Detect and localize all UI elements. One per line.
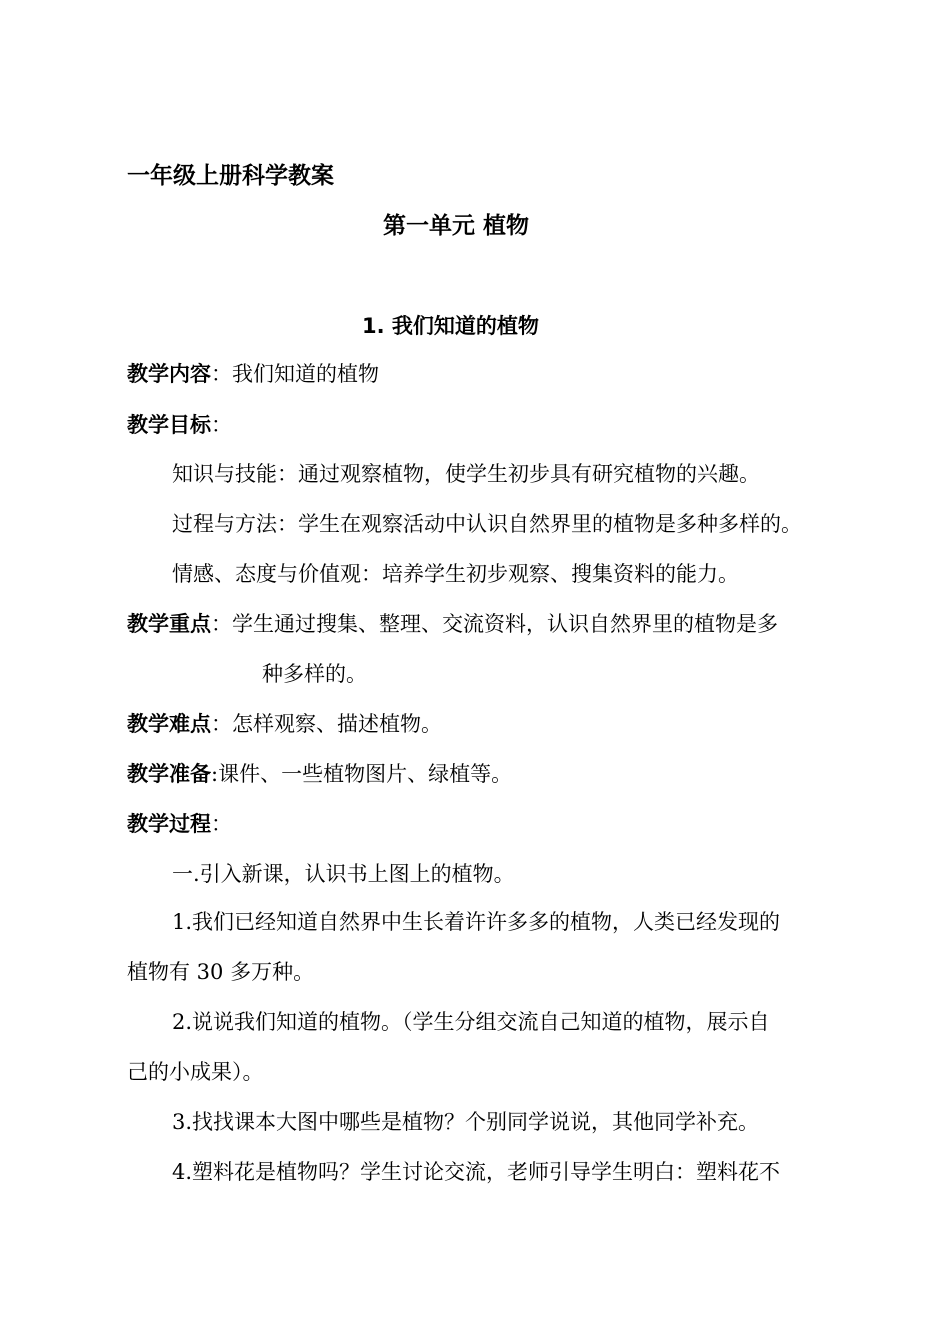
unit-title: 第一单元 植物 (383, 213, 530, 239)
process-colon: ： (211, 812, 232, 836)
teaching-objectives-row (127, 410, 232, 440)
objective-knowledge: 知识与技能：通过观察植物，使学生初步具有研究植物的兴趣。 (172, 462, 760, 486)
teaching-objectives-colon: ： (211, 413, 232, 437)
process-line: 4.塑料花是植物吗？学生讨论交流，老师引导学生明白：塑料花不 (172, 1160, 781, 1184)
key-points-row (127, 609, 778, 639)
process-label: 教学过程 (127, 812, 211, 836)
lesson-title: 1. 我们知道的植物 (362, 314, 539, 338)
preparation-row (127, 759, 512, 789)
key-points-label: 教学重点 (127, 612, 211, 636)
teaching-content-row (127, 359, 379, 389)
difficulties-row (127, 709, 442, 739)
objective-attitude: 情感、态度与价值观：培养学生初步观察、搜集资料的能力。 (172, 562, 739, 586)
preparation-label: 教学准备 (127, 762, 211, 786)
teaching-content-value: ：我们知道的植物 (211, 362, 379, 386)
process-line: 一.引入新课，认识书上图上的植物。 (172, 862, 515, 886)
process-line: 1.我们已经知道自然界中生长着许许多多的植物，人类已经发现的 (172, 910, 781, 934)
teaching-objectives-label: 教学目标 (127, 413, 211, 437)
process-line: 3.找找课本大图中哪些是植物？个别同学说说，其他同学补充。 (172, 1110, 760, 1134)
key-points-value: ：学生通过搜集、整理、交流资料，认识自然界里的植物是多 (211, 612, 778, 636)
key-points-continuation: 种多样的。 (262, 662, 367, 686)
difficulties-value: ：怎样观察、描述植物。 (211, 712, 442, 736)
difficulties-label: 教学难点 (127, 712, 211, 736)
process-line: 己的小成果）。 (127, 1060, 264, 1084)
objective-process: 过程与方法：学生在观察活动中认识自然界里的植物是多种多样的。 (172, 512, 802, 536)
process-row (127, 809, 232, 839)
process-line: 2.说说我们知道的植物。（学生分组交流自己知道的植物，展示自 (172, 1010, 770, 1034)
document-title: 一年级上册科学教案 (127, 163, 334, 189)
preparation-value: :课件、一些植物图片、绿植等。 (211, 762, 513, 786)
process-line: 植物有 30 多万种。 (127, 960, 315, 984)
teaching-content-label: 教学内容 (127, 362, 211, 386)
